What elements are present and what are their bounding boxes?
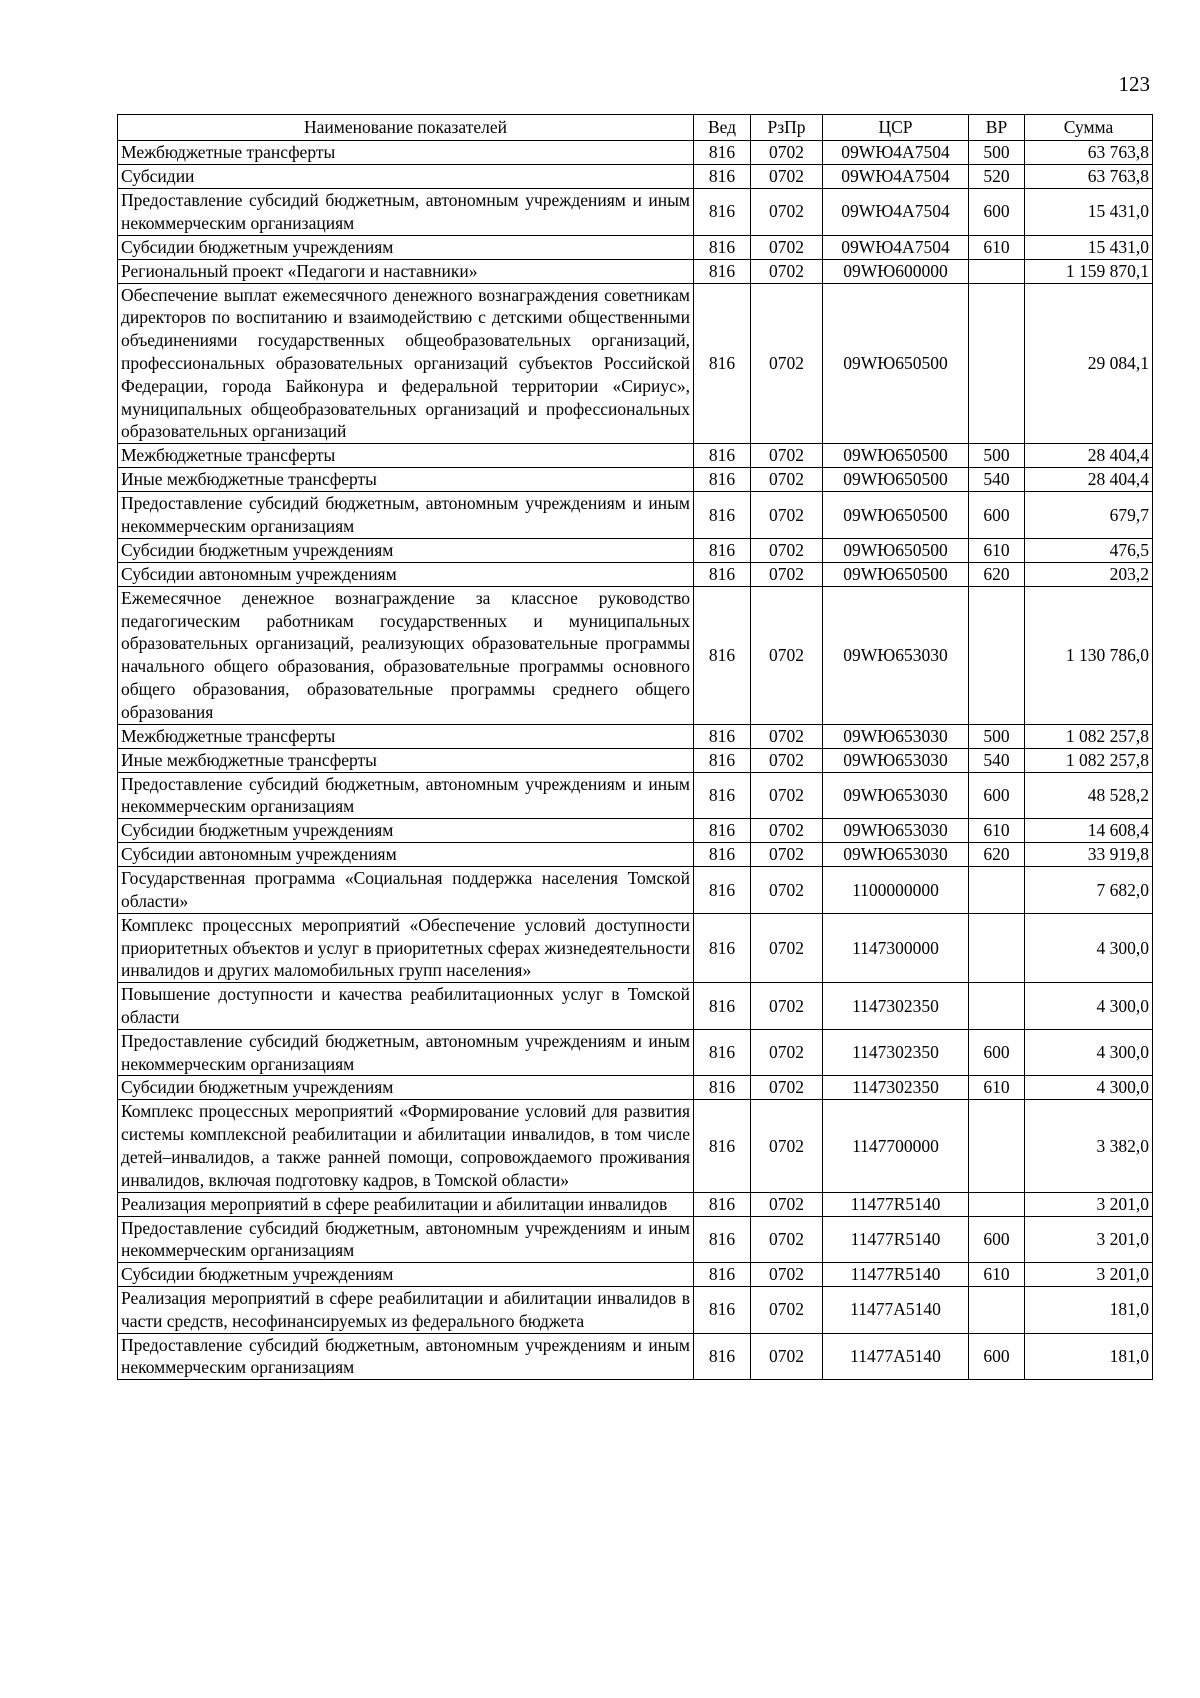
cell-vr: 520 [969,165,1025,189]
cell-rzpr: 0702 [751,468,823,492]
cell-sum: 3 201,0 [1025,1263,1153,1287]
cell-csr: 09WЮ650500 [823,283,969,444]
cell-csr: 1147302350 [823,983,969,1030]
cell-sum: 4 300,0 [1025,1076,1153,1100]
cell-name: Комплекс процессных мероприятий «Формирование условий для развития системы комплексной реабилитации и абилитации инвалидов, в том числе детей–инвалидов, а также ранней помощи, сопровождаемого проживания инвалидов, включая подготовку кадров, в Томской области» [118,1100,694,1192]
cell-sum: 63 763,8 [1025,141,1153,165]
cell-rzpr: 0702 [751,819,823,843]
cell-csr: 09WЮ4А7504 [823,189,969,236]
cell-vr: 610 [969,1263,1025,1287]
table-row [118,1100,1153,1192]
cell-rzpr: 0702 [751,1100,823,1192]
table-row [118,819,1153,843]
cell-vr: 500 [969,724,1025,748]
cell-csr: 09WЮ4А7504 [823,235,969,259]
cell-sum: 29 084,1 [1025,283,1153,444]
cell-ved: 816 [694,1100,751,1192]
cell-name: Межбюджетные трансферты [118,141,694,165]
cell-vr: 600 [969,772,1025,819]
page-number: 123 [1118,72,1150,96]
cell-csr: 1147300000 [823,913,969,982]
cell-csr: 09WЮ653030 [823,819,969,843]
cell-rzpr: 0702 [751,748,823,772]
cell-name: Субсидии автономным учреждениям [118,562,694,586]
cell-rzpr: 0702 [751,1216,823,1263]
cell-vr: 600 [969,1029,1025,1076]
cell-name: Предоставление субсидий бюджетным, автономным учреждениям и иным некоммерческим организациям [118,1333,694,1380]
cell-rzpr: 0702 [751,843,823,867]
cell-ved: 816 [694,913,751,982]
cell-csr: 11477А5140 [823,1333,969,1380]
cell-vr [969,259,1025,283]
cell-sum: 1 130 786,0 [1025,586,1153,724]
cell-name: Повышение доступности и качества реабилитационных услуг в Томской области [118,983,694,1030]
cell-vr: 610 [969,1076,1025,1100]
cell-vr: 540 [969,468,1025,492]
cell-rzpr: 0702 [751,867,823,914]
cell-rzpr: 0702 [751,259,823,283]
cell-csr: 09WЮ653030 [823,724,969,748]
cell-name: Субсидии [118,165,694,189]
cell-ved: 816 [694,165,751,189]
cell-csr: 09WЮ653030 [823,586,969,724]
cell-csr: 1147302350 [823,1029,969,1076]
cell-name: Межбюджетные трансферты [118,724,694,748]
cell-sum: 33 919,8 [1025,843,1153,867]
table-row [118,748,1153,772]
cell-vr [969,283,1025,444]
cell-rzpr: 0702 [751,1076,823,1100]
table-row [118,1076,1153,1100]
cell-name: Государственная программа «Социальная поддержка населения Томской области» [118,867,694,914]
table-row [118,492,1153,539]
cell-name: Реализация мероприятий в сфере реабилитации и абилитации инвалидов [118,1192,694,1216]
table-body [118,141,1153,1380]
cell-csr: 1100000000 [823,867,969,914]
table-row [118,1263,1153,1287]
cell-vr [969,913,1025,982]
cell-csr: 09WЮ650500 [823,492,969,539]
table-row [118,913,1153,982]
table-row [118,724,1153,748]
header-row [118,115,1153,141]
cell-csr: 11477R5140 [823,1192,969,1216]
cell-sum: 1 082 257,8 [1025,748,1153,772]
cell-sum: 48 528,2 [1025,772,1153,819]
cell-name: Реализация мероприятий в сфере реабилитации и абилитации инвалидов в части средств, несофинансируемых из федерального бюджета [118,1287,694,1334]
cell-rzpr: 0702 [751,189,823,236]
cell-rzpr: 0702 [751,492,823,539]
header-csr: ЦСР [823,115,969,141]
table-row [118,983,1153,1030]
table-row [118,1287,1153,1334]
cell-name: Иные межбюджетные трансферты [118,748,694,772]
table-row [118,1029,1153,1076]
cell-ved: 816 [694,1263,751,1287]
cell-sum: 679,7 [1025,492,1153,539]
cell-csr: 09WЮ650500 [823,444,969,468]
cell-csr: 09WЮ653030 [823,843,969,867]
cell-name: Предоставление субсидий бюджетным, автономным учреждениям и иным некоммерческим организациям [118,492,694,539]
cell-ved: 816 [694,772,751,819]
table-row [118,444,1153,468]
cell-ved: 816 [694,189,751,236]
cell-ved: 816 [694,748,751,772]
cell-rzpr: 0702 [751,983,823,1030]
table-row [118,189,1153,236]
cell-ved: 816 [694,1192,751,1216]
header-vr: ВР [969,115,1025,141]
cell-vr: 600 [969,189,1025,236]
cell-rzpr: 0702 [751,444,823,468]
cell-csr: 09WЮ650500 [823,562,969,586]
cell-sum: 63 763,8 [1025,165,1153,189]
cell-csr: 11477R5140 [823,1263,969,1287]
cell-rzpr: 0702 [751,586,823,724]
cell-vr: 600 [969,492,1025,539]
cell-ved: 816 [694,1287,751,1334]
cell-sum: 15 431,0 [1025,235,1153,259]
cell-rzpr: 0702 [751,235,823,259]
cell-sum: 203,2 [1025,562,1153,586]
cell-sum: 14 608,4 [1025,819,1153,843]
cell-ved: 816 [694,867,751,914]
cell-sum: 28 404,4 [1025,468,1153,492]
cell-vr: 620 [969,843,1025,867]
cell-ved: 816 [694,235,751,259]
table-row [118,165,1153,189]
cell-rzpr: 0702 [751,724,823,748]
cell-rzpr: 0702 [751,772,823,819]
cell-vr: 610 [969,538,1025,562]
cell-ved: 816 [694,468,751,492]
cell-csr: 09WЮ650500 [823,468,969,492]
cell-sum: 15 431,0 [1025,189,1153,236]
cell-name: Субсидии бюджетным учреждениям [118,1076,694,1100]
cell-sum: 3 382,0 [1025,1100,1153,1192]
cell-csr: 1147700000 [823,1100,969,1192]
table-row [118,468,1153,492]
cell-rzpr: 0702 [751,1333,823,1380]
table-row [118,867,1153,914]
cell-name: Предоставление субсидий бюджетным, автономным учреждениям и иным некоммерческим организациям [118,1216,694,1263]
cell-vr [969,867,1025,914]
cell-name: Предоставление субсидий бюджетным, автономным учреждениям и иным некоммерческим организациям [118,772,694,819]
table-row [118,586,1153,724]
cell-rzpr: 0702 [751,538,823,562]
table-row [118,1333,1153,1380]
cell-ved: 816 [694,492,751,539]
table-row [118,259,1153,283]
cell-rzpr: 0702 [751,283,823,444]
cell-csr: 1147302350 [823,1076,969,1100]
cell-sum: 4 300,0 [1025,1029,1153,1076]
table-row [118,283,1153,444]
table-row [118,843,1153,867]
cell-vr: 500 [969,444,1025,468]
table-row [118,562,1153,586]
table-row [118,1216,1153,1263]
cell-ved: 816 [694,843,751,867]
cell-rzpr: 0702 [751,913,823,982]
cell-ved: 816 [694,259,751,283]
cell-vr: 500 [969,141,1025,165]
cell-csr: 09WЮ650500 [823,538,969,562]
cell-sum: 7 682,0 [1025,867,1153,914]
cell-vr: 540 [969,748,1025,772]
cell-vr: 600 [969,1333,1025,1380]
cell-csr: 11477R5140 [823,1216,969,1263]
cell-ved: 816 [694,562,751,586]
cell-name: Иные межбюджетные трансферты [118,468,694,492]
cell-name: Субсидии бюджетным учреждениям [118,819,694,843]
cell-sum: 181,0 [1025,1287,1153,1334]
table-row [118,1192,1153,1216]
cell-csr: 09WЮ600000 [823,259,969,283]
cell-vr: 610 [969,235,1025,259]
cell-csr: 09WЮ4А7504 [823,165,969,189]
cell-name: Субсидии бюджетным учреждениям [118,1263,694,1287]
cell-name: Ежемесячное денежное вознаграждение за классное руководство педагогическим работникам государственных и муниципальных образовательных организаций, реализующих образовательные программы начального общего образования, образовательные программы основного общего образования, образовательные программы среднего общего образования [118,586,694,724]
cell-ved: 816 [694,1216,751,1263]
cell-vr: 600 [969,1216,1025,1263]
cell-rzpr: 0702 [751,1263,823,1287]
cell-name: Межбюджетные трансферты [118,444,694,468]
cell-ved: 816 [694,1076,751,1100]
cell-sum: 4 300,0 [1025,983,1153,1030]
cell-sum: 3 201,0 [1025,1192,1153,1216]
cell-rzpr: 0702 [751,1192,823,1216]
cell-sum: 3 201,0 [1025,1216,1153,1263]
cell-ved: 816 [694,141,751,165]
cell-vr [969,586,1025,724]
cell-sum: 181,0 [1025,1333,1153,1380]
cell-sum: 1 159 870,1 [1025,259,1153,283]
budget-table [117,114,1153,1380]
cell-name: Субсидии бюджетным учреждениям [118,235,694,259]
cell-vr [969,1287,1025,1334]
header-ved: Вед [694,115,751,141]
cell-csr: 09WЮ653030 [823,772,969,819]
cell-name: Обеспечение выплат ежемесячного денежного вознаграждения советникам директоров по воспитанию и взаимодействию с детскими общественными объединениями государственных общеобразовательных организаций, профессиональных образовательных организаций субъектов Российской Федерации, города Байконура и федеральной территории «Сириус», муниципальных общеобразовательных организаций и профессиональных образовательных организаций [118,283,694,444]
cell-ved: 816 [694,444,751,468]
cell-name: Предоставление субсидий бюджетным, автономным учреждениям и иным некоммерческим организациям [118,1029,694,1076]
cell-name: Субсидии бюджетным учреждениям [118,538,694,562]
cell-sum: 28 404,4 [1025,444,1153,468]
cell-rzpr: 0702 [751,141,823,165]
table-row [118,235,1153,259]
cell-sum: 4 300,0 [1025,913,1153,982]
cell-rzpr: 0702 [751,165,823,189]
cell-rzpr: 0702 [751,1287,823,1334]
cell-ved: 816 [694,819,751,843]
cell-csr: 09WЮ4А7504 [823,141,969,165]
cell-vr: 610 [969,819,1025,843]
table-row [118,538,1153,562]
cell-ved: 816 [694,724,751,748]
cell-ved: 816 [694,1029,751,1076]
cell-ved: 816 [694,1333,751,1380]
cell-rzpr: 0702 [751,562,823,586]
header-rzpr: РзПр [751,115,823,141]
cell-name: Субсидии автономным учреждениям [118,843,694,867]
table-row [118,772,1153,819]
cell-ved: 816 [694,983,751,1030]
cell-name: Предоставление субсидий бюджетным, автономным учреждениям и иным некоммерческим организациям [118,189,694,236]
cell-vr [969,1100,1025,1192]
cell-vr [969,983,1025,1030]
cell-ved: 816 [694,586,751,724]
cell-rzpr: 0702 [751,1029,823,1076]
cell-name: Региональный проект «Педагоги и наставники» [118,259,694,283]
cell-ved: 816 [694,283,751,444]
cell-sum: 1 082 257,8 [1025,724,1153,748]
cell-csr: 11477А5140 [823,1287,969,1334]
cell-ved: 816 [694,538,751,562]
header-name: Наименование показателей [118,115,694,141]
cell-vr: 620 [969,562,1025,586]
header-sum: Сумма [1025,115,1153,141]
cell-vr [969,1192,1025,1216]
cell-csr: 09WЮ653030 [823,748,969,772]
cell-name: Комплекс процессных мероприятий «Обеспечение условий доступности приоритетных объектов и услуг в приоритетных сферах жизнедеятельности инвалидов и других маломобильных групп населения» [118,913,694,982]
cell-sum: 476,5 [1025,538,1153,562]
table-row [118,141,1153,165]
